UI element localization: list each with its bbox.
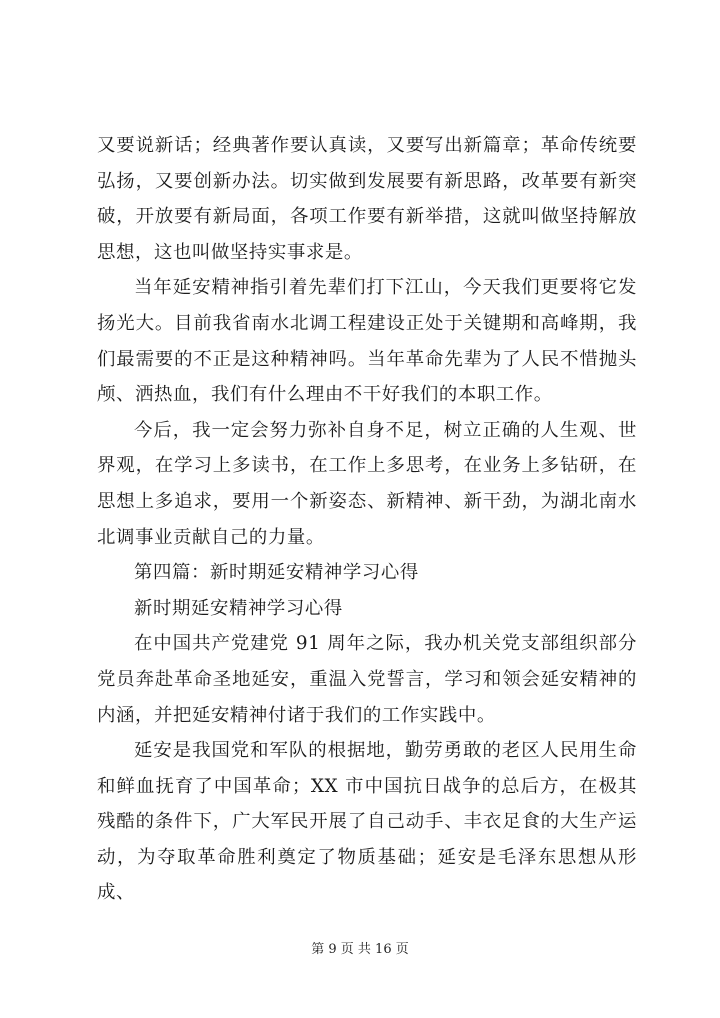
paragraph-yanan-spirit: 当年延安精神指引着先辈们打下江山，今天我们更要将它发扬光大。目前我省南水北调工程建设正处于关键期和高峰期，我们最需要的不正是这种精神吗。当年革命先辈为了人民不惜抛头颅、洒热血，我们有什么理由不干好我们的本职工作。 — [97, 277, 637, 406]
page-number-footer: 第 9 页 共 16 页 — [311, 942, 409, 957]
paragraph-yanan-base: 延安是我国党和军队的根据地，勤劳勇敢的老区人民用生命和鲜血抚育了中国革命；XX 市中国抗日战争的总后方，在极其残酷的条件下，广大军民开展了自己动手、丰衣足食的大生产运动，为夺取革命胜利奠定了物质基础；延安是毛泽东思想从形成、 — [97, 740, 637, 904]
paragraph-future-commitment: 今后，我一定会努力弥补自身不足，树立正确的人生观、世界观，在学习上多读书，在工作上多思考，在业务上多钻研，在思想上多追求，要用一个新姿态、新精神、新干劲，为湖北南水北调事业贡献自己的力量。 — [97, 419, 637, 548]
section-heading: 第四篇：新时期延安精神学习心得 — [134, 562, 419, 584]
paragraph-party-anniversary: 在中国共产党建党 91 周年之际，我办机关党支部组织部分党员奔赴革命圣地延安，重温入党誓言，学习和领会延安精神的内涵，并把延安精神付诸于我们的工作实践中。 — [97, 633, 637, 726]
article-title: 新时期延安精神学习心得 — [134, 597, 343, 619]
paragraph-continued: 又要说新话；经典著作要认真读，又要写出新篇章；革命传统要弘扬，又要创新办法。切实做到发展要有新思路，改革要有新突破，开放要有新局面，各项工作要有新举措，这就叫做坚持解放思想，这也叫做坚持实事求是。 — [97, 135, 637, 263]
body-text — [97, 128, 637, 911]
